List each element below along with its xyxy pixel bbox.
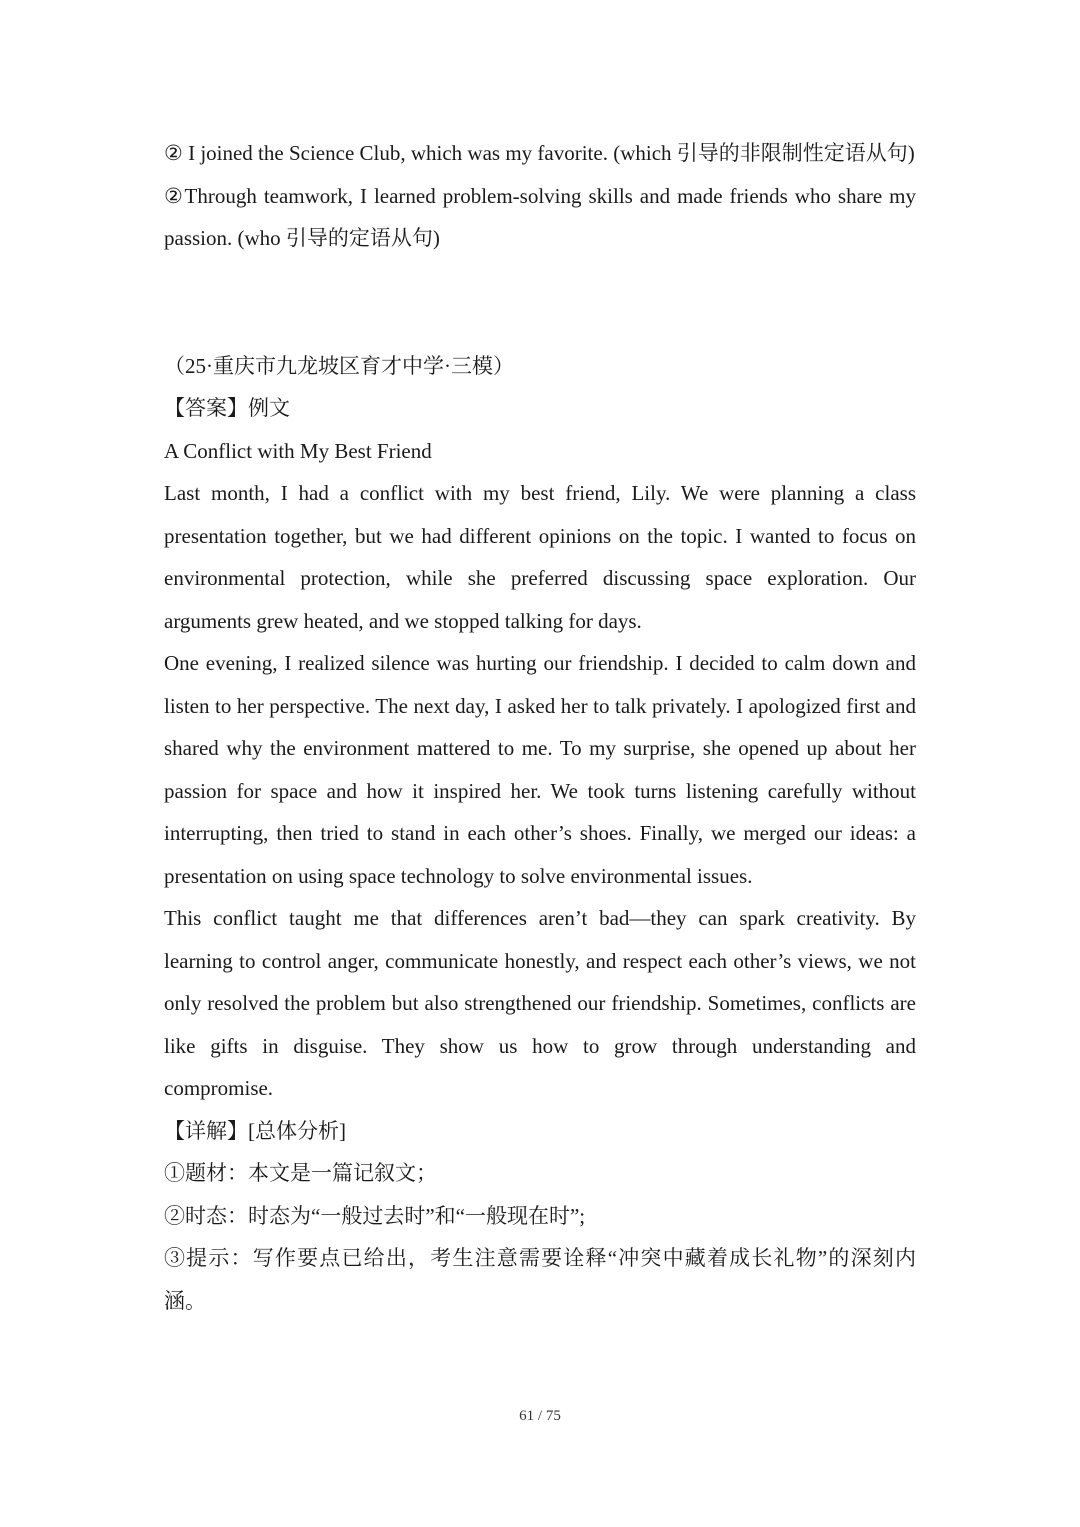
analysis-item-1: ①题材：本文是一篇记叙文； bbox=[164, 1161, 437, 1185]
section-gap bbox=[164, 260, 916, 345]
example-sentence-2: ②Through teamwork, I learned problem-solving skills and made friends who share my passion. (who 引导的定语从句) bbox=[164, 183, 916, 250]
analysis-item-3: ③提示：写作要点已给出，考生注意需要诠释“冲突中藏着成长礼物”的深刻内涵。 bbox=[164, 1246, 916, 1313]
analysis-item-2: ②时态：时态为“一般过去时”和“一般现在时”; bbox=[164, 1203, 586, 1228]
question-source: （25·重庆市九龙坡区育才中学·三模） bbox=[164, 353, 514, 378]
page-number: 61 / 75 bbox=[519, 1408, 561, 1424]
essay-paragraph-3: This conflict taught me that differences aren’t bad—they can spark creativity. By learning to control anger, communicate honestly, and respect each other’s views, we not only resolved the problem but also strengthened our friendship. Sometimes, conflicts are like gifts in disguise. They show us how to grow through understanding and compromise. bbox=[164, 906, 916, 1100]
essay-paragraph-1: Last month, I had a conflict with my best friend, Lily. We were planning a class presentation together, but we had different opinions on the topic. I wanted to focus on environmental protection, while she preferred discussing space exploration. Our arguments grew heated, and we stopped talking for days. bbox=[164, 481, 916, 633]
example-sentence-1: ② I joined the Science Club, which was my favorite. (which 引导的非限制性定语从句) bbox=[164, 141, 915, 165]
document-body bbox=[164, 132, 916, 1322]
answer-label: 【答案】例文 bbox=[164, 396, 290, 420]
essay-paragraph-2: One evening, I realized silence was hurting our friendship. I decided to calm down and listen to her perspective. The next day, I asked her to talk privately. I apologized first and shared why the environment mattered to me. To my surprise, she opened up about her passion for space and how it inspired her. We took turns listening carefully without interrupting, then tried to stand in each other’s shoes. Finally, we merged our ideas: a presentation on using space technology to solve environmental issues. bbox=[164, 651, 916, 888]
analysis-label: 【详解】[总体分析] bbox=[164, 1118, 346, 1143]
essay-title: A Conflict with My Best Friend bbox=[164, 438, 432, 463]
